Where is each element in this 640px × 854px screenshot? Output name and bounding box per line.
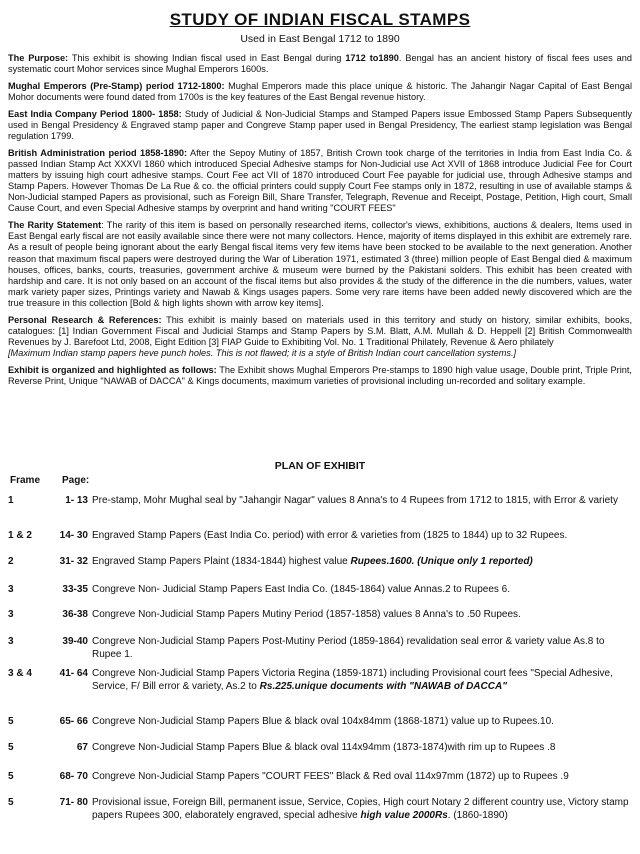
company-heading: East India Company Period 1800- 1858: [8, 109, 182, 120]
british-paragraph [8, 148, 632, 214]
plan-row-pages: 68- 70 [59, 771, 88, 782]
mughal-heading: Mughal Emperors (Pre-Stamp) period 1712-1800: [8, 81, 225, 92]
plan-row-pages: 39-40 [62, 636, 88, 647]
plan-row-frame: 5 [8, 716, 14, 727]
plan-row-frame: 5 [8, 771, 14, 782]
plan-row-pages: 33-35 [62, 584, 88, 595]
plan-row-highlight: Rupees.1600. (Unique only 1 reported) [350, 556, 533, 567]
purpose-years: 1712 to1890 [345, 53, 399, 63]
organized-text: The Exhibit shows Mughal Emperors Pre-stamps to 1890 high value usage, Double print, Triple Print, Reverse Print, Unique "NAWAB of DACCA" & Kings documents, maximum varieties of provisional including un-recorded and solitary example. [8, 364, 632, 386]
plan-row-frame: 5 [8, 797, 14, 808]
british-text: After the Sepoy Mutiny of 1857, British Crown took charge of the territories in India from East India Co. & passed Indian Stamp Act XXXVI 1860 which introduced Special Adhesive stamps for Non-Judicial use Act XVII of 1868 introduce Judicial Fee for Court matters by issuing high court adhesive stamps. Court Fee act VII of 1870 introduced Court Fee payable for judicial use, through Adhesive stamps and Stamp Papers. However Thomas De La Rue & co. the official printers could supply Court Fee stamps only in 1872, resulting in use of available stamps & Non-Judicial stamped Papers as provisional, such as Foreign Bill, Share Transfer, Telegraph, Revenue and Receipt, Postage, Petition, High court, Small Cause Court, and even Special Adhesive stamps by overprint and hand writing "COURT FEES" [8, 148, 633, 214]
research-paragraph [8, 315, 632, 359]
plan-row-frame: 3 [8, 609, 14, 620]
page-subtitle: Used in East Bengal 1712 to 1890 [240, 33, 400, 46]
plan-row-desc-text: Congreve Non-Judicial Stamp Papers Blue & black oval 114x94mm (1873-1874)with rim up to Rupees .8 [92, 742, 556, 753]
plan-row-frame: 3 [8, 584, 14, 595]
plan-row-description [92, 609, 632, 622]
plan-row-frame: 3 [8, 636, 14, 647]
company-paragraph [8, 109, 632, 142]
plan-row-desc-text: Engraved Stamp Papers Plaint (1834-1844) highest value [92, 556, 351, 567]
plan-row-description [92, 495, 632, 508]
research-heading: Personal Research & References: [8, 314, 162, 325]
plan-row-frame: 1 [8, 495, 14, 506]
plan-row-desc-text: Congreve Non-Judicial Stamp Papers Mutiny Period (1857-1858) values 8 Anna's to .50 Rupees. [92, 609, 521, 620]
plan-row-pages: 67 [76, 742, 88, 753]
plan-row-desc-text: Congreve Non-Judicial Stamp Papers Blue & black oval 104x84mm (1868-1871) value up to Rupees.10. [92, 716, 554, 727]
plan-row-pages: 41- 64 [59, 668, 88, 679]
page-column-header: Page: [62, 475, 90, 486]
plan-row-desc-text: Engraved Stamp Papers (East India Co. period) with error & varieties from (1825 to 1844) up to 32 Rupees. [92, 530, 568, 541]
plan-row-pages: 65- 66 [59, 716, 88, 727]
plan-row-frame: 3 & 4 [8, 668, 32, 679]
plan-row-description [92, 556, 632, 569]
research-text: This exhibit is mainly based on materials used in this territory and study on history, similar exhibits, books, catalogues: [1] Indian Government Fiscal and Judicial Stamps and Stamp Papers by S.M. Blatt, A.M. Mullah & D. Heppell [2] British Commonwealth Revenues by J. Barefoot Ltd, 2008, Eight Edition [3] FIAP Guide to Exhibiting Vol. No. 1 Traditional Philately, Revenue & Aero philately [8, 314, 632, 347]
plan-row-description [92, 771, 632, 784]
company-text: Study of Judicial & Non-Judicial Stamps and Stamped Papers issue Embossed Stamp Papers Subsequently used in Bengal Presidency & Engraved stamp paper and Congreve Stamp paper used in Bengal Presidency, The earliest stamp legislation was Bengal regulation 1799. [8, 109, 632, 142]
plan-row-pages: 14- 30 [59, 530, 88, 541]
frame-column-header: Frame [10, 475, 41, 486]
plan-row-desc-text: Congreve Non-Judicial Stamp Papers Victoria Regina (1859-1871) including Provisional court fees "Special Adhesive, Service, F/ Bill error & variety, As.2 to [92, 668, 613, 692]
plan-row-description [92, 668, 632, 693]
plan-row-frame: 5 [8, 742, 14, 753]
plan-row-description [92, 584, 632, 597]
plan-row-description [92, 530, 632, 543]
plan-row-desc-text: Pre-stamp, Mohr Mughal seal by "Jahangir Nagar" values 8 Anna's to 4 Rupees from 1712 to 1815, with Error & variety [92, 495, 618, 506]
plan-row-desc-text: Provisional issue, Foreign Bill, permanent issue, Service, Copies, High court Notary 2 different country use, Victory stamp papers Rupees 300, elaborately engraved, special adhesive [92, 797, 629, 821]
plan-row-highlight: Rs.225.unique documents with "NAWAB of DACCA" [259, 680, 507, 692]
plan-row-description [92, 742, 632, 755]
purpose-heading: The Purpose: [8, 53, 69, 63]
british-heading: British Administration period 1858-1890: [8, 148, 188, 159]
intro-sections [8, 53, 632, 393]
plan-row-pages: 36-38 [62, 609, 88, 620]
plan-row-pages: 71- 80 [59, 797, 88, 808]
plan-row-highlight: high value 2000Rs [360, 809, 448, 821]
plan-row-pages: 1- 13 [65, 495, 88, 506]
rarity-paragraph [8, 220, 632, 308]
purpose-text-c: . Bengal has an ancient history of fiscal fees uses and systematic court Mohor services since Mughal Emperors 1600s. [8, 53, 632, 75]
rarity-text: : The rarity of this item is based on personally researched items, collector's views, exhibitions, auctions & dealers, Items used in East Bengal early fiscal are not easily available since there were not many collectors. Hence, majority of items displayed in this exhibit are extremely rare. As a result of people being ignorant about the early Bengal fiscal items very few items have been stocked to be available to the next generation. Another reason that maximum fiscal papers were destroyed during the War of Liberation 1971, estimated 3 (three) million people of East Bengal died & maximum houses, offices, banks, courts, treasuries, government archive & museum were burned by the Pakistani solders. This exhibit has been created with hardship and care. It is not only based on an account of the fiscal items but also provides & the study of the difference in the die numbers, values, water mark variety paper sizes, Printings variety and Nawab & Kings usages papers. Some very rare items have been added newly discovered which are the true treasure in this collection [Bold & high lights shown with arrow key items]. [8, 220, 632, 308]
plan-row-desc-text: Congreve Non- Judicial Stamp Papers East India Co. (1845-1864) value Annas.2 to Rupees 6. [92, 584, 511, 595]
plan-row-frame: 1 & 2 [8, 530, 32, 541]
rarity-heading: The Rarity Statement [8, 220, 102, 231]
plan-row-description [92, 636, 632, 661]
plan-title: PLAN OF EXHIBIT [274, 460, 366, 472]
plan-row-frame: 2 [8, 556, 14, 567]
research-note: [Maximum Indian stamp papers heve punch holes. This is not flawed; it is a style of British Indian court cancellation systems.] [8, 347, 517, 358]
purpose-text-a: This exhibit is showing Indian fiscal used in East Bengal during [68, 53, 346, 63]
mughal-text: Mughal Emperors made this place unique & historic. The Jahangir Nagar Capital of East Bengal Mohor documents were found dated from 1700s is the key features of the East Bengal revenue history. [8, 81, 632, 103]
plan-row-desc-text: Congreve Non-Judicial Stamp Papers "COURT FEES" Black & Red oval 114x97mm (1872) up to Rupees .9 [92, 771, 569, 782]
mughal-paragraph [8, 81, 632, 103]
purpose-paragraph [8, 53, 632, 75]
plan-row-desc-tail: . (1860-1890) [447, 809, 508, 821]
organized-heading: Exhibit is organized and highlighted as follows: [8, 364, 217, 375]
plan-row-pages: 31- 32 [59, 556, 88, 567]
page-title: STUDY OF INDIAN FISCAL STAMPS [169, 10, 471, 29]
organized-paragraph [8, 365, 632, 387]
plan-row-description [92, 716, 632, 729]
plan-row-description [92, 797, 632, 822]
plan-row-desc-text: Congreve Non-Judicial Stamp Papers Post-Mutiny Period (1859-1864) revalidation seal error & variety value As.8 to Rupee 1. [92, 636, 605, 660]
